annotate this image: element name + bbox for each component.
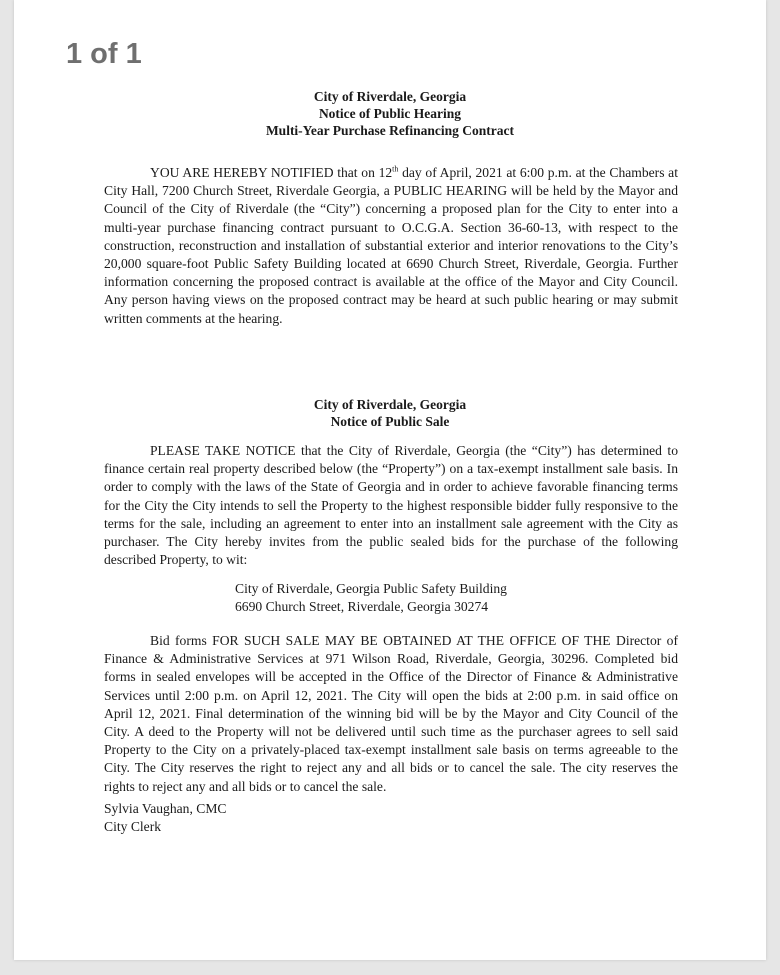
- hearing-notice-body: [104, 164, 678, 328]
- sale-title-city: City of Riverdale, Georgia: [313, 397, 467, 412]
- property-street: 6690 Church Street, Riverdale, Georgia 30274: [235, 599, 489, 614]
- hearing-title-notice: Notice of Public Hearing: [318, 106, 462, 121]
- page-counter: 1 of 1: [66, 38, 142, 70]
- sale-notice-heading: [0, 396, 780, 430]
- property-name: City of Riverdale, Georgia Public Safety Building: [235, 581, 507, 596]
- signature-block: [104, 800, 226, 835]
- bid-forms-paragraph: [104, 632, 678, 796]
- clerk-name: Sylvia Vaughan, CMC: [104, 801, 227, 816]
- bid-forms-text: Bid forms FOR SUCH SALE MAY BE OBTAINED AT THE OFFICE OF THE Director of Finance & Administrative Services at 971 Wilson Road, Riverdale, Georgia, 30296. Completed bid forms in sealed envelopes will be accepted in the Office of the Director of Finance & Administrative Services until 2:00 p.m. on April 12, 2021. The City will open the bids at 2:00 p.m. in said office on April 12, 2021. Final determination of the winning bid will be by the Mayor and City Council of the City. A deed to the Property will not be delivered until such time as the purchaser agrees to sell said Property to the City on a privately-placed tax-exempt installment sale basis on terms agreeable to the City. The City reserves the right to reject any and all bids or to cancel the sale. The city reserves the rights to reject any and all bids or to cancel the sale.: [104, 633, 678, 794]
- hearing-notice-heading: [0, 88, 780, 139]
- sale-title-notice: Notice of Public Sale: [330, 414, 450, 429]
- hearing-body-superscript: th: [392, 164, 399, 174]
- hearing-body-start: YOU ARE HEREBY NOTIFIED that on 12: [150, 165, 393, 180]
- hearing-title-city: City of Riverdale, Georgia: [313, 89, 467, 104]
- sale-notice-body: [104, 442, 678, 569]
- clerk-title: City Clerk: [104, 818, 162, 834]
- hearing-body-rest: day of April, 2021 at 6:00 p.m. at the Chambers at City Hall, 7200 Church Street, Riverdale Georgia, a PUBLIC HEARING will be held by the Mayor and Council of the City of Riverdale (the “City”) concerning a proposed plan for the City to enter into a multi-year purchase financing contract pursuant to O.C.G.A. Section 36-60-13, with respect to the construction, reconstruction and installation of substantial exterior and interior renovations to the City’s 20,000 square-foot Public Safety Building located at 6690 Church Street, Riverdale, Georgia. Further information concerning the proposed contract is available at the office of the Mayor and City Council. Any person having views on the proposed contract may be heard at such public hearing or may submit written comments at the hearing.: [104, 165, 678, 326]
- sale-body-text: PLEASE TAKE NOTICE that the City of Riverdale, Georgia (the “City”) has determined to finance certain real property described below (the “Property”) on a tax-exempt installment sale basis. In order to comply with the laws of the State of Georgia and in order to achieve favorable financing terms for the City the City intends to sell the Property to the highest responsible bidder fully responsive to the terms for the sale, including an agreement to enter into an installment sale agreement with the City as purchaser. The City hereby invites from the public sealed bids for the purchase of the following described Property, to wit:: [104, 443, 678, 568]
- property-address: [235, 580, 507, 616]
- hearing-title-contract: Multi-Year Purchase Refinancing Contract: [265, 123, 515, 138]
